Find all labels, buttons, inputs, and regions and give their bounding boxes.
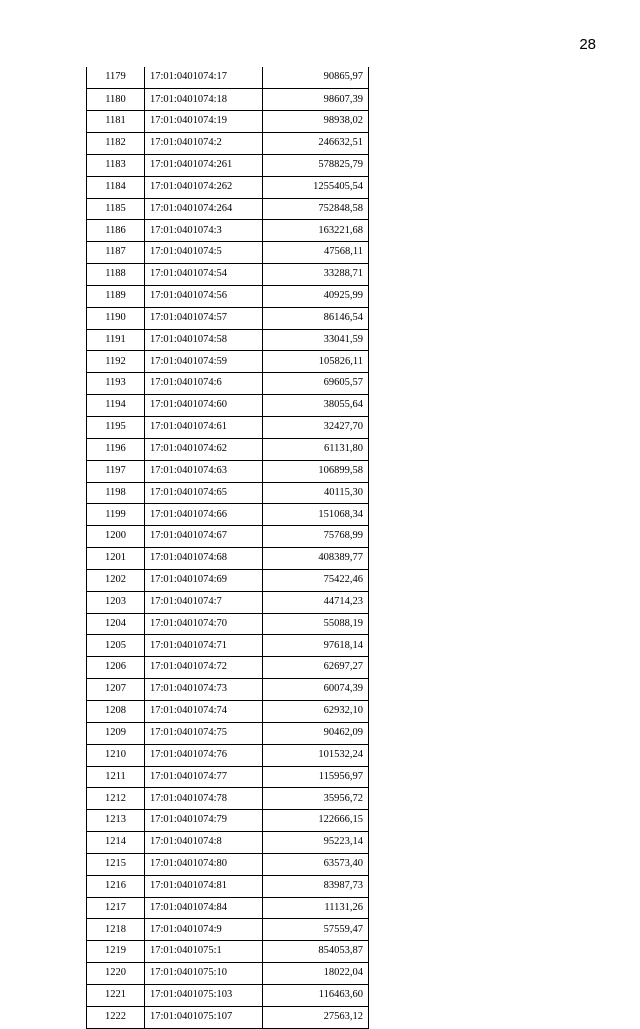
table-row: [87, 67, 369, 89]
table-row: [87, 897, 369, 919]
cadastral-number-cell: 17:01:0401074:67: [145, 526, 263, 548]
cadastral-value-cell: 163221,68: [263, 220, 369, 242]
cadastral-value-cell: 60074,39: [263, 679, 369, 701]
table-row: [87, 482, 369, 504]
row-number-cell: 1212: [87, 788, 145, 810]
row-number-cell: 1192: [87, 351, 145, 373]
cadastral-number-cell: 17:01:0401074:2: [145, 133, 263, 155]
row-number-cell: 1201: [87, 548, 145, 570]
table-row: [87, 744, 369, 766]
cadastral-number-cell: 17:01:0401074:79: [145, 810, 263, 832]
row-number-cell: 1196: [87, 438, 145, 460]
cadastral-value-cell: 90462,09: [263, 722, 369, 744]
table-row: [87, 941, 369, 963]
table-row: [87, 526, 369, 548]
row-number-cell: 1188: [87, 264, 145, 286]
cadastral-number-cell: 17:01:0401074:5: [145, 242, 263, 264]
cadastral-number-cell: 17:01:0401075:10: [145, 963, 263, 985]
table-row: [87, 1006, 369, 1028]
cadastral-number-cell: 17:01:0401074:63: [145, 460, 263, 482]
cadastral-number-cell: 17:01:0401074:75: [145, 722, 263, 744]
cadastral-number-cell: 17:01:0401075:107: [145, 1006, 263, 1028]
row-number-cell: 1209: [87, 722, 145, 744]
table-row: [87, 635, 369, 657]
table-row: [87, 285, 369, 307]
row-number-cell: 1184: [87, 176, 145, 198]
table-row: [87, 722, 369, 744]
cadastral-value-cell: 116463,60: [263, 984, 369, 1006]
row-number-cell: 1199: [87, 504, 145, 526]
cadastral-number-cell: 17:01:0401075:103: [145, 984, 263, 1006]
cadastral-value-cell: 98607,39: [263, 89, 369, 111]
table-row: [87, 832, 369, 854]
row-number-cell: 1198: [87, 482, 145, 504]
cadastral-value-cell: 90865,97: [263, 67, 369, 89]
page-number: 28: [579, 36, 596, 53]
table-row: [87, 198, 369, 220]
table-row: [87, 657, 369, 679]
row-number-cell: 1216: [87, 875, 145, 897]
cadastral-number-cell: 17:01:0401074:78: [145, 788, 263, 810]
cadastral-value-cell: 75422,46: [263, 569, 369, 591]
table-row: [87, 963, 369, 985]
row-number-cell: 1191: [87, 329, 145, 351]
row-number-cell: 1180: [87, 89, 145, 111]
cadastral-value-cell: 35956,72: [263, 788, 369, 810]
table-row: [87, 373, 369, 395]
cadastral-number-cell: 17:01:0401074:54: [145, 264, 263, 286]
cadastral-number-cell: 17:01:0401074:59: [145, 351, 263, 373]
table-row: [87, 220, 369, 242]
cadastral-value-cell: 69605,57: [263, 373, 369, 395]
cadastral-value-cell: 55088,19: [263, 613, 369, 635]
cadastral-value-cell: 578825,79: [263, 154, 369, 176]
cadastral-number-cell: 17:01:0401074:3: [145, 220, 263, 242]
cadastral-number-cell: 17:01:0401074:74: [145, 700, 263, 722]
table-row: [87, 766, 369, 788]
row-number-cell: 1186: [87, 220, 145, 242]
cadastral-number-cell: 17:01:0401074:17: [145, 67, 263, 89]
row-number-cell: 1182: [87, 133, 145, 155]
table-row: [87, 351, 369, 373]
table-body: [87, 67, 369, 1028]
table-row: [87, 591, 369, 613]
row-number-cell: 1210: [87, 744, 145, 766]
table-row: [87, 154, 369, 176]
cadastral-value-cell: 38055,64: [263, 395, 369, 417]
row-number-cell: 1218: [87, 919, 145, 941]
cadastral-number-cell: 17:01:0401074:18: [145, 89, 263, 111]
cadastral-value-cell: 33288,71: [263, 264, 369, 286]
cadastral-value-cell: 97618,14: [263, 635, 369, 657]
cadastral-value-cell: 63573,40: [263, 853, 369, 875]
cadastral-number-cell: 17:01:0401074:264: [145, 198, 263, 220]
cadastral-value-cell: 122666,15: [263, 810, 369, 832]
cadastral-number-cell: 17:01:0401074:61: [145, 417, 263, 439]
cadastral-number-cell: 17:01:0401074:7: [145, 591, 263, 613]
cadastral-value-cell: 854053,87: [263, 941, 369, 963]
row-number-cell: 1204: [87, 613, 145, 635]
row-number-cell: 1202: [87, 569, 145, 591]
row-number-cell: 1185: [87, 198, 145, 220]
cadastral-value-cell: 95223,14: [263, 832, 369, 854]
cadastral-number-cell: 17:01:0401074:62: [145, 438, 263, 460]
row-number-cell: 1211: [87, 766, 145, 788]
cadastral-number-cell: 17:01:0401074:77: [145, 766, 263, 788]
cadastral-value-cell: 57559,47: [263, 919, 369, 941]
row-number-cell: 1203: [87, 591, 145, 613]
cadastral-number-cell: 17:01:0401074:65: [145, 482, 263, 504]
cadastral-value-cell: 11131,26: [263, 897, 369, 919]
table-row: [87, 548, 369, 570]
cadastral-value-cell: 33041,59: [263, 329, 369, 351]
cadastral-value-cell: 408389,77: [263, 548, 369, 570]
table-row: [87, 788, 369, 810]
cadastral-value-cell: 101532,24: [263, 744, 369, 766]
table-row: [87, 984, 369, 1006]
cadastral-value-cell: 1255405,54: [263, 176, 369, 198]
cadastral-number-cell: 17:01:0401074:19: [145, 111, 263, 133]
table-row: [87, 853, 369, 875]
cadastral-value-cell: 40115,30: [263, 482, 369, 504]
cadastral-number-cell: 17:01:0401074:73: [145, 679, 263, 701]
cadastral-number-cell: 17:01:0401074:69: [145, 569, 263, 591]
cadastral-number-cell: 17:01:0401074:72: [145, 657, 263, 679]
cadastral-value-cell: 62932,10: [263, 700, 369, 722]
row-number-cell: 1189: [87, 285, 145, 307]
cadastral-value-cell: 62697,27: [263, 657, 369, 679]
table-row: [87, 569, 369, 591]
cadastral-number-cell: 17:01:0401074:56: [145, 285, 263, 307]
row-number-cell: 1179: [87, 67, 145, 89]
cadastral-number-cell: 17:01:0401074:70: [145, 613, 263, 635]
cadastral-number-cell: 17:01:0401074:58: [145, 329, 263, 351]
cadastral-value-cell: 105826,11: [263, 351, 369, 373]
row-number-cell: 1200: [87, 526, 145, 548]
cadastral-value-cell: 75768,99: [263, 526, 369, 548]
cadastral-number-cell: 17:01:0401074:57: [145, 307, 263, 329]
cadastral-value-cell: 47568,11: [263, 242, 369, 264]
cadastral-value-cell: 83987,73: [263, 875, 369, 897]
table-row: [87, 504, 369, 526]
row-number-cell: 1219: [87, 941, 145, 963]
cadastral-number-cell: 17:01:0401074:71: [145, 635, 263, 657]
cadastral-number-cell: 17:01:0401074:6: [145, 373, 263, 395]
cadastral-number-cell: 17:01:0401074:81: [145, 875, 263, 897]
row-number-cell: 1206: [87, 657, 145, 679]
row-number-cell: 1208: [87, 700, 145, 722]
cadastral-value-cell: 106899,58: [263, 460, 369, 482]
table-row: [87, 810, 369, 832]
cadastral-number-cell: 17:01:0401075:1: [145, 941, 263, 963]
row-number-cell: 1183: [87, 154, 145, 176]
cadastral-number-cell: 17:01:0401074:66: [145, 504, 263, 526]
table-row: [87, 89, 369, 111]
cadastral-number-cell: 17:01:0401074:8: [145, 832, 263, 854]
cadastral-number-cell: 17:01:0401074:261: [145, 154, 263, 176]
cadastral-value-cell: 61131,80: [263, 438, 369, 460]
table-row: [87, 438, 369, 460]
row-number-cell: 1214: [87, 832, 145, 854]
row-number-cell: 1187: [87, 242, 145, 264]
table-row: [87, 679, 369, 701]
table-row: [87, 329, 369, 351]
table-row: [87, 417, 369, 439]
table-row: [87, 460, 369, 482]
cadastral-number-cell: 17:01:0401074:9: [145, 919, 263, 941]
table-row: [87, 242, 369, 264]
row-number-cell: 1222: [87, 1006, 145, 1028]
table-row: [87, 875, 369, 897]
cadastral-value-cell: 44714,23: [263, 591, 369, 613]
row-number-cell: 1190: [87, 307, 145, 329]
table-row: [87, 395, 369, 417]
cadastral-value-cell: 246632,51: [263, 133, 369, 155]
row-number-cell: 1195: [87, 417, 145, 439]
cadastral-value-cell: 32427,70: [263, 417, 369, 439]
table-row: [87, 700, 369, 722]
row-number-cell: 1194: [87, 395, 145, 417]
table-row: [87, 176, 369, 198]
cadastral-value-table: [86, 67, 369, 1029]
row-number-cell: 1217: [87, 897, 145, 919]
row-number-cell: 1213: [87, 810, 145, 832]
cadastral-number-cell: 17:01:0401074:84: [145, 897, 263, 919]
table-row: [87, 264, 369, 286]
cadastral-value-cell: 86146,54: [263, 307, 369, 329]
table-row: [87, 307, 369, 329]
row-number-cell: 1207: [87, 679, 145, 701]
row-number-cell: 1205: [87, 635, 145, 657]
table-row: [87, 919, 369, 941]
table-row: [87, 133, 369, 155]
row-number-cell: 1215: [87, 853, 145, 875]
row-number-cell: 1221: [87, 984, 145, 1006]
cadastral-value-cell: 752848,58: [263, 198, 369, 220]
table-row: [87, 613, 369, 635]
cadastral-number-cell: 17:01:0401074:76: [145, 744, 263, 766]
cadastral-value-cell: 18022,04: [263, 963, 369, 985]
row-number-cell: 1220: [87, 963, 145, 985]
cadastral-number-cell: 17:01:0401074:262: [145, 176, 263, 198]
cadastral-value-cell: 115956,97: [263, 766, 369, 788]
row-number-cell: 1193: [87, 373, 145, 395]
cadastral-value-cell: 27563,12: [263, 1006, 369, 1028]
cadastral-number-cell: 17:01:0401074:80: [145, 853, 263, 875]
cadastral-value-cell: 98938,02: [263, 111, 369, 133]
cadastral-value-cell: 151068,34: [263, 504, 369, 526]
cadastral-number-cell: 17:01:0401074:68: [145, 548, 263, 570]
table-row: [87, 111, 369, 133]
cadastral-number-cell: 17:01:0401074:60: [145, 395, 263, 417]
cadastral-value-cell: 40925,99: [263, 285, 369, 307]
row-number-cell: 1197: [87, 460, 145, 482]
row-number-cell: 1181: [87, 111, 145, 133]
